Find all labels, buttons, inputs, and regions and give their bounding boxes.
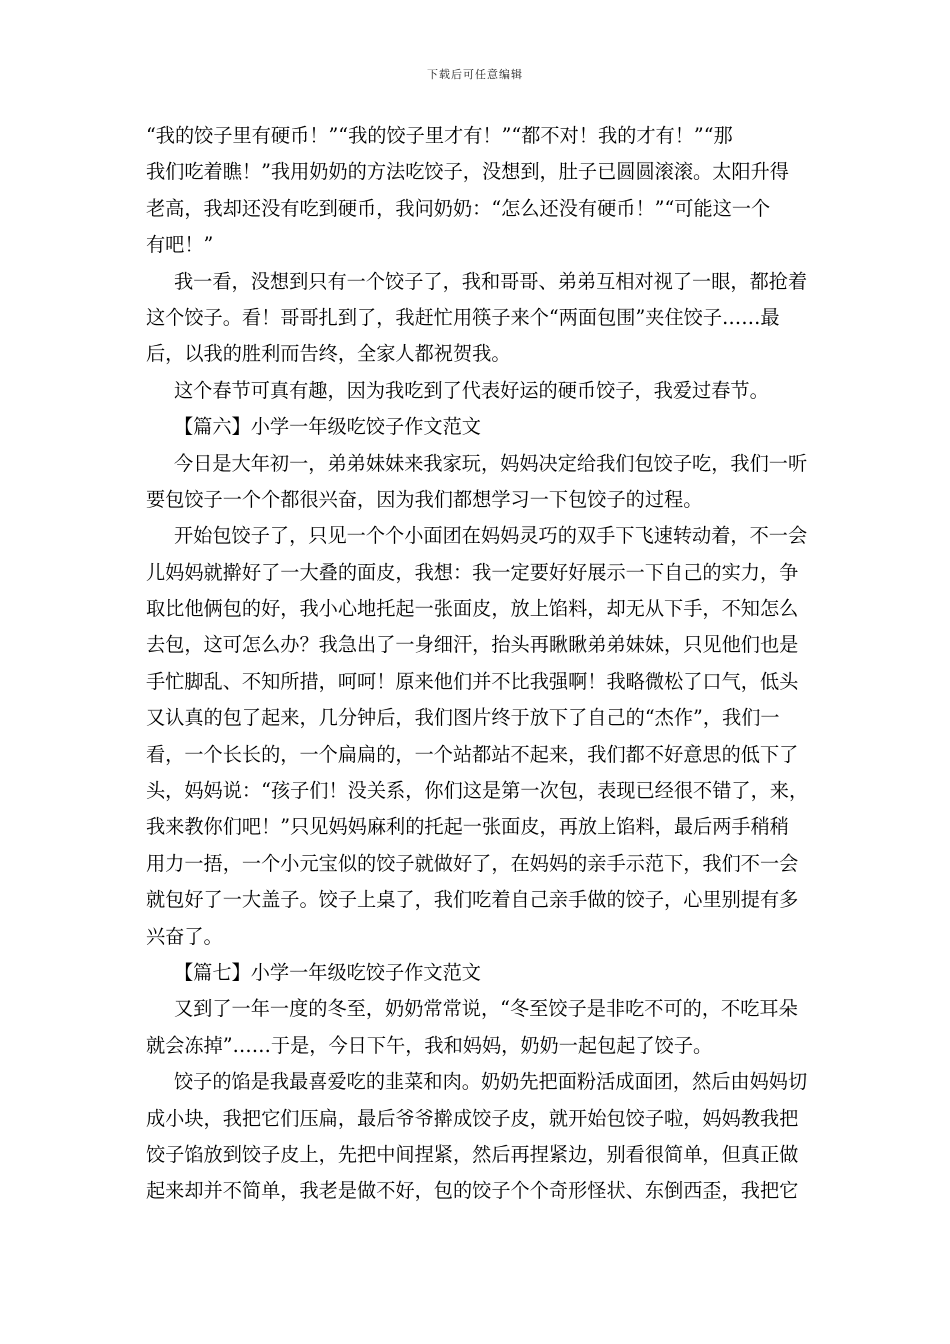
text-line: 去包，这可怎么办？我急出了一身细汗，抬头再瞅瞅弟弟妹妹，只见他们也是 (146, 633, 799, 657)
paragraph (146, 446, 808, 519)
section-heading (146, 955, 808, 991)
text-line: 要包饺子一个个都很兴奋，因为我们都想学习一下包饺子的过程。 (146, 487, 703, 511)
text-line: 又到了一年一度的冬至，奶奶常常说，“冬至饺子是非吃不可的，不吃耳朵 (174, 997, 798, 1021)
paragraph (146, 1064, 808, 1210)
paragraph (146, 264, 808, 373)
paragraph (146, 118, 808, 264)
text-line: “我的饺子里有硬币！”“我的饺子里才有！”“都不对！我的才有！”“那 (146, 124, 733, 147)
section-heading-text: 【篇七】小学一年级吃饺子作文范文 (174, 960, 481, 984)
text-line: 起来却并不简单，我老是做不好，包的饺子个个奇形怪状、东倒西歪，我把它 (146, 1179, 799, 1203)
text-line: 我来教你们吧！”只见妈妈麻利的托起一张面皮，再放上馅料，最后两手稍稍 (146, 815, 789, 839)
text-line: 这个饺子。看！哥哥扎到了，我赶忙用筷子来个“两面包围”夹住饺子……最 (146, 305, 780, 329)
text-line: 用力一捂，一个小元宝似的饺子就做好了，在妈妈的亲手示范下，我们不一会 (146, 851, 799, 875)
paragraph (146, 518, 808, 955)
text-line: 儿妈妈就擀好了一大叠的面皮，我想：我一定要好好展示一下自己的实力，争 (146, 560, 799, 584)
text-line: 就包好了一大盖子。饺子上桌了，我们吃着自己亲手做的饺子，心里别提有多 (146, 888, 799, 912)
text-line: 有吧！” (146, 233, 214, 257)
document-body (146, 118, 808, 1210)
text-line: 后，以我的胜利而告终，全家人都祝贺我。 (146, 342, 511, 366)
text-line: 看，一个长长的，一个扁扁的，一个站都站不起来，我们都不好意思的低下了 (146, 742, 799, 766)
text-line: 我们吃着瞧！”我用奶奶的方法吃饺子，没想到，肚子已圆圆滚滚。太阳升得 (146, 160, 789, 184)
text-line: 饺子的馅是我最喜爱吃的韭菜和肉。奶奶先把面粉活成面团，然后由妈妈切 (174, 1070, 808, 1094)
text-line: 就会冻掉”……于是，今日下午，我和妈妈，奶奶一起包起了饺子。 (146, 1033, 713, 1057)
text-line: 这个春节可真有趣，因为我吃到了代表好运的硬币饺子，我爱过春节。 (174, 378, 769, 402)
text-line: 又认真的包了起来，几分钟后，我们图片终于放下了自己的“杰作”，我们一 (146, 706, 780, 730)
section-heading-text: 【篇六】小学一年级吃饺子作文范文 (174, 415, 481, 439)
text-line: 兴奋了。 (146, 924, 223, 948)
text-line: 今日是大年初一，弟弟妹妹来我家玩，妈妈决定给我们包饺子吃，我们一听 (174, 451, 808, 475)
text-line: 饺子馅放到饺子皮上，先把中间捏紧，然后再捏紧边，别看很简单，但真正做 (146, 1142, 799, 1166)
text-line: 我一看，没想到只有一个饺子了，我和哥哥、弟弟互相对视了一眼，都抢着 (174, 269, 808, 293)
section-heading (146, 409, 808, 445)
text-line: 老高，我却还没有吃到硬币，我问奶奶：“怎么还没有硬币！”“可能这一个 (146, 196, 771, 220)
text-line: 头，妈妈说：“孩子们！没关系，你们这是第一次包，表现已经很不错了，来， (146, 779, 809, 803)
text-line: 开始包饺子了，只见一个个小面团在妈妈灵巧的双手下飞速转动着，不一会 (174, 524, 808, 548)
paragraph (146, 373, 808, 409)
page-header-note: 下载后可任意编辑 (427, 68, 523, 81)
text-line: 取比他俩包的好，我小心地托起一张面皮，放上馅料，却无从下手，不知怎么 (146, 597, 799, 621)
text-line: 成小块，我把它们压扁，最后爷爷擀成饺子皮，就开始包饺子啦，妈妈教我把 (146, 1106, 799, 1130)
paragraph (146, 991, 808, 1064)
text-line: 手忙脚乱、不知所措，呵呵！原来他们并不比我强啊！我略微松了口气，低头 (146, 669, 799, 693)
